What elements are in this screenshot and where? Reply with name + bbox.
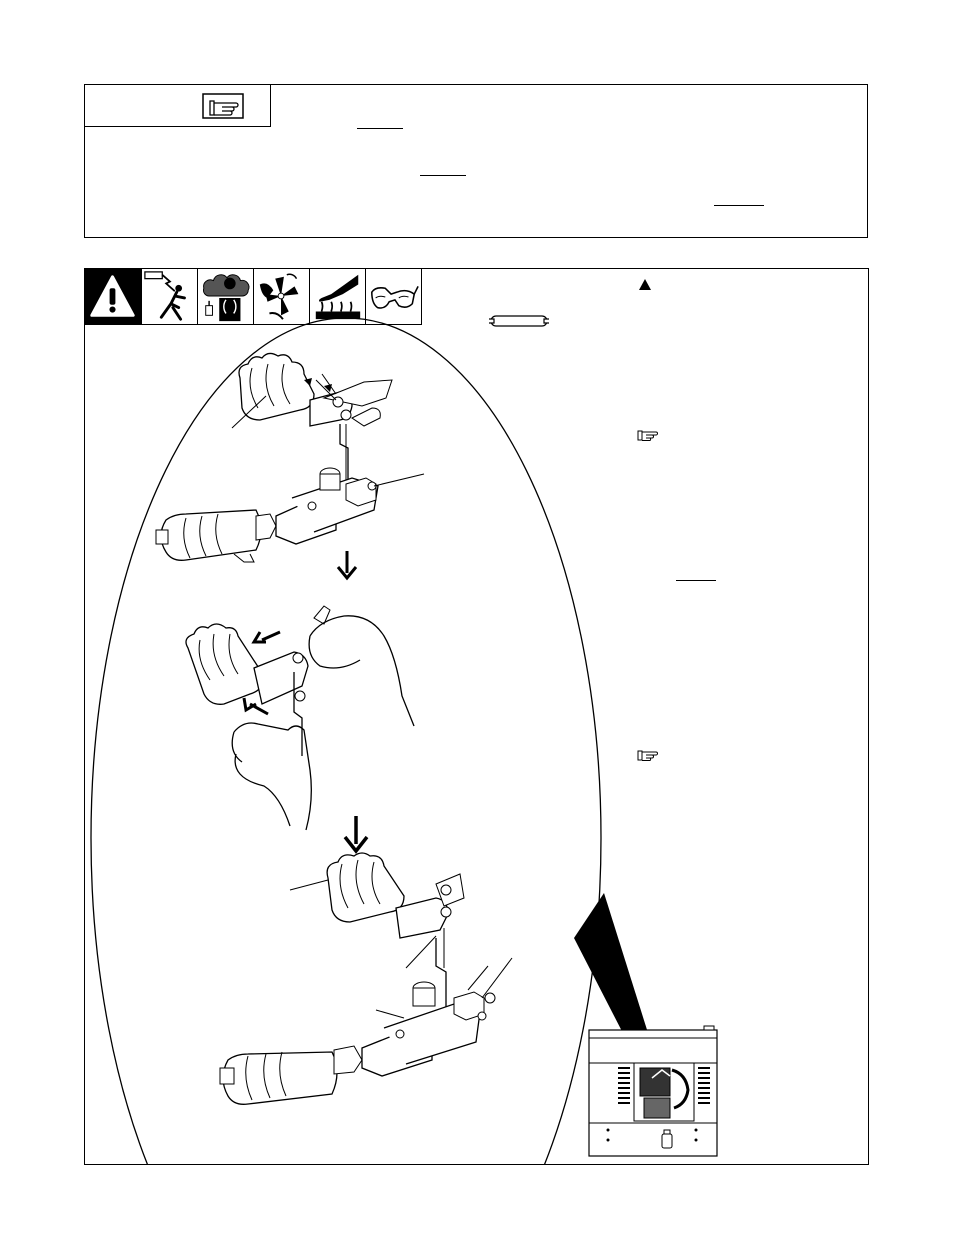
rotary-actuator-before (156, 353, 424, 562)
note-blank-1 (357, 128, 403, 129)
step-arrow-2 (345, 816, 367, 851)
note-blank-3 (714, 205, 764, 206)
step-arrow-1 (338, 551, 356, 578)
procedure-illustration (84, 268, 869, 1165)
note-header-tab (84, 84, 271, 127)
pointing-hand-icon (202, 93, 244, 119)
note-blank-2 (420, 175, 466, 176)
unit-location-inset (589, 1026, 717, 1156)
rotary-actuator-removing (186, 606, 414, 830)
rotary-actuator-after (220, 853, 512, 1104)
